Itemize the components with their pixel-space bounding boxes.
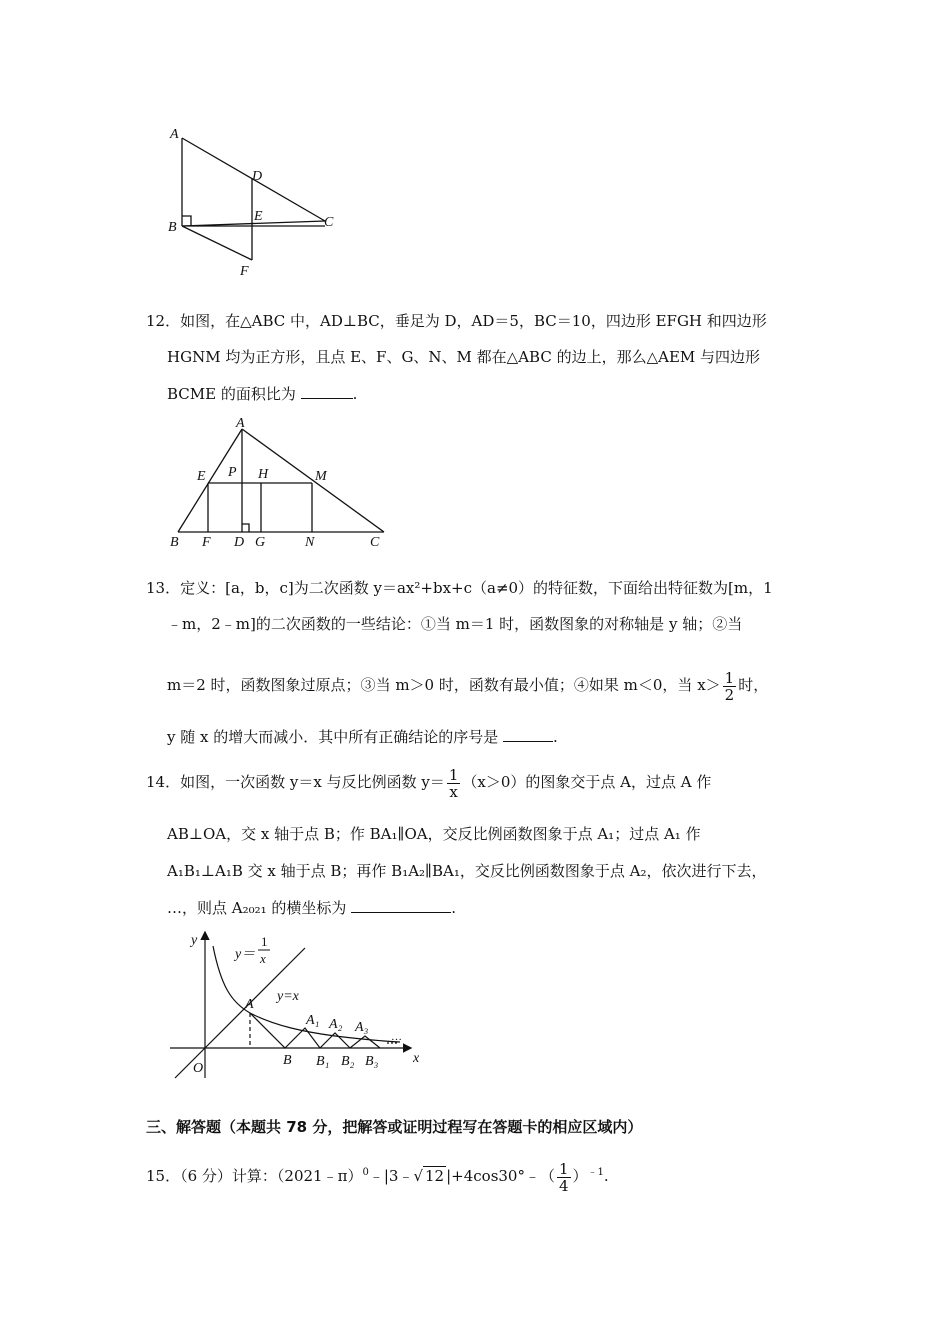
q15-line — [146, 1153, 609, 1196]
fig12-label-e: E — [197, 469, 206, 484]
fig14-curve-label-num: 1 — [261, 934, 268, 949]
fig14-label-b2: B₂ — [341, 1054, 355, 1069]
q13-conclusion-3: ③ — [360, 676, 376, 694]
fig14-label-b: B — [283, 1053, 292, 1068]
fig14-y-axis: y — [191, 933, 198, 948]
q14-text-1a: 如图，一次函数 y＝x 与反比例函数 y＝ — [180, 773, 445, 791]
q15-text-c: |+4cos30°﹣（ — [446, 1167, 555, 1185]
fig12-label-c: C — [370, 535, 380, 550]
fig11-label-a: A — [170, 127, 179, 142]
fig11-label-c: C — [324, 215, 334, 230]
fig14-label-b3: B₃ — [365, 1054, 379, 1069]
fig14-label-a: A — [245, 997, 254, 1012]
q13-answer-blank[interactable] — [503, 727, 553, 742]
q12-text-3: BCME 的面积比为 — [167, 385, 296, 403]
q15-text-a: （6 分）计算：（2021﹣π） — [180, 1167, 363, 1185]
fig11-label-e: E — [254, 209, 263, 224]
fig14-line-label: y=x — [277, 989, 299, 1004]
q14-text-1b: （x＞0）的图象交于点 A，过点 A 作 — [462, 773, 712, 791]
q13-text-1: 定义：[a，b，c]为二次函数 y＝ax²+bx+c（a≠0）的特征数，下面给出特征数为[m，1 — [180, 579, 773, 597]
q13-text-3d: 时， — [738, 676, 769, 694]
q12-line-3 — [167, 384, 357, 404]
q13-line-1 — [146, 578, 773, 598]
q15-number: 15． — [146, 1167, 181, 1185]
fig14-label-a1: A₁ — [306, 1013, 320, 1028]
fig14-curve-label-den: x — [260, 951, 266, 966]
fig12-label-d: D — [234, 535, 245, 550]
q15-radical: √ — [413, 1167, 423, 1185]
fig14-origin: O — [193, 1061, 204, 1076]
q12-line-2: HGNM 均为正方形，且点 E、F、G、N、M 都在△ABC 的边上，那么△AEM 与四边形 — [167, 348, 761, 366]
q14-line-1 — [146, 763, 711, 801]
q15-frac-den: 4 — [558, 1176, 569, 1195]
q15-fraction — [557, 1161, 571, 1194]
q12-line-1 — [146, 311, 767, 331]
q13-conclusion-2: ② — [712, 615, 728, 633]
fig14-x-axis: x — [413, 1051, 420, 1066]
q15-text-d: ） — [572, 1167, 588, 1185]
q14-fraction — [447, 767, 461, 800]
fig12-label-b: B — [170, 535, 179, 550]
q12-end: . — [352, 385, 358, 403]
q14-frac-den: x — [449, 782, 458, 801]
q12-answer-blank[interactable] — [301, 384, 353, 399]
q15-radicand: 12 — [425, 1167, 445, 1185]
fig12-label-p: P — [228, 465, 237, 480]
q13-line-3 — [167, 666, 768, 704]
q14-line-2: AB⊥OA，交 x 轴于点 B；作 BA₁∥OA，交反比例函数图象于点 A₁；过点 A₁ 作 — [167, 825, 701, 843]
q14-number: 14． — [146, 773, 181, 791]
fig12-label-m: M — [315, 469, 327, 484]
q13-text-3c: 如果 m＜0，当 x＞ — [588, 676, 721, 694]
figure-q11 — [160, 120, 360, 285]
q14-frac-num: 1 — [448, 765, 459, 784]
q15-text-b: ﹣|3﹣ — [368, 1167, 414, 1185]
q13-text-4: y 随 x 的增大而减小．其中所有正确结论的序号是 — [167, 728, 499, 746]
q15-text-e: . — [603, 1167, 609, 1185]
q13-frac-den: 2 — [724, 685, 735, 704]
fig11-label-f: F — [240, 264, 249, 279]
q13-fraction — [723, 670, 737, 703]
fig12-label-f: F — [202, 535, 211, 550]
q14-line-3: A₁B₁⊥A₁B 交 x 轴于点 B；再作 B₁A₂∥BA₁，交反比例函数图象于点 A₂，依次进行下去， — [167, 862, 767, 880]
q13-frac-num: 1 — [724, 668, 735, 687]
q13-conclusion-4: ④ — [573, 676, 589, 694]
q13-text-3b: 当 m＞0 时，函数有最小值； — [375, 676, 574, 694]
fig11-label-d: D — [252, 169, 263, 184]
q13-text-2a: ﹣m，2﹣m]的二次函数的一些结论： — [167, 615, 421, 633]
q14-end: . — [451, 899, 456, 917]
q12-number: 12． — [146, 312, 181, 330]
q13-end: . — [553, 728, 558, 746]
q15-frac-num: 1 — [558, 1159, 569, 1178]
q13-number: 13． — [146, 579, 181, 597]
fig12-label-a: A — [236, 416, 245, 431]
q14-answer-blank[interactable] — [351, 898, 451, 913]
q13-conclusion-1: ① — [420, 615, 436, 633]
q12-text-1: 如图，在△ABC 中，AD⊥BC，垂足为 D，AD＝5，BC＝10，四边形 EFGH 和四边形 — [180, 312, 767, 330]
fig14-curve-label-lhs: y＝ — [235, 947, 256, 962]
q13-text-2b: 当 m＝1 时，函数图象的对称轴是 y 轴； — [435, 615, 713, 633]
fig11-label-b: B — [168, 220, 177, 235]
section-3-title: 三、解答题（本题共 78 分，把解答或证明过程写在答题卡的相应区域内） — [146, 1118, 643, 1136]
q14-line-4 — [167, 898, 456, 918]
figure-q12 — [160, 412, 400, 552]
fig14-label-a2: A₂ — [329, 1017, 343, 1032]
q13-line-2 — [167, 614, 742, 634]
fig12-label-n: N — [305, 535, 315, 550]
q14-text-4: …，则点 A₂₀₂₁ 的横坐标为 — [167, 899, 347, 917]
q13-text-3a: m＝2 时，函数图象过原点； — [167, 676, 361, 694]
q15-exp-1: ﹣1 — [587, 1167, 604, 1178]
fig14-dots: … — [391, 1031, 402, 1043]
figure-q14 — [165, 928, 435, 1083]
q15-exp-0: 0 — [362, 1167, 369, 1178]
q13-text-2c: 当 — [727, 615, 743, 633]
q13-line-4 — [167, 727, 558, 747]
fig14-label-a3: A₃ — [355, 1020, 369, 1035]
fig14-label-b1: B₁ — [316, 1054, 330, 1069]
fig12-label-g: G — [255, 535, 266, 550]
fig12-label-h: H — [258, 467, 269, 482]
